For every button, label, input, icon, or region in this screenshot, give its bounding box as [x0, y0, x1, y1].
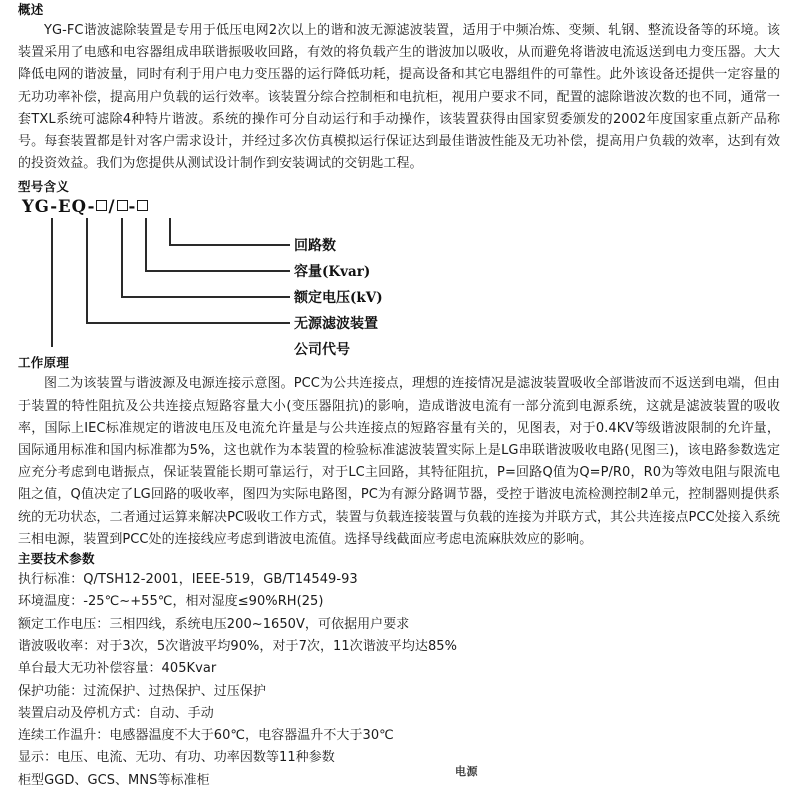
spec-item-temp-rise: 连续工作温升：电感器温度不大于60℃，电容器温升不大于30℃ [18, 728, 394, 744]
spec-item-display: 显示：电压、电流、无功、有功、功率因数等11种参数 [18, 750, 335, 766]
model-label-voltage-text: 额定电压 [294, 290, 350, 307]
spec-item-absorption-rate: 谐波吸收率：对于3次，5次谐波平均90%，对于7次，11次谐波平均达85% [18, 638, 457, 654]
model-code-diagram [18, 197, 578, 359]
spacer [0, 347, 791, 355]
paragraph-overview: YG-FC谐波滤除装置是专用于低压电网2次以上的谐和波无源滤波装置，适用于中频冶炼、变频、轧钢、整流设备等的环境。该装置采用了电感和电容器组成串联谐振吸收回路，有效的将负载产生的谐波加以吸收，从而避免将谐波电流返送到电力变压器。大大降低电网的谐波量，同时有利于用户电力变压器的运行降低功耗，提高设备和其它电器组件的可靠性。此外该设备还提供一定容量的无功功率补偿，提高用户负载的运行效率。该装置分综合控制柜和电抗柜，视用户要求不同，配置的滤除谐波次数的也不同，通常一套TXL系统可滤除4种特片谐波。系统的操作可分自动运行和手动操作，该装置获得由国家贸委颁发的2002年度国家重点新产品称号。每套装置都是针对客户需求设计，并经过多次仿真模拟运行保证达到最佳谐波性能及无功补偿，提高用户负载的效率，达到有效的投资效益。我们为您提供从测试设计制作到安装调试的交钥匙工程。 [18, 23, 780, 172]
model-code-slash: / [108, 197, 116, 217]
model-code-yg: YG [22, 197, 51, 217]
section-model-meaning [0, 179, 791, 359]
model-label-passive-filter: 无源滤波装置 [294, 316, 378, 333]
leader-line-circuits [170, 218, 290, 245]
model-label-capacity-text: 容量 [294, 264, 322, 281]
model-label-company-code: 公司代号 [294, 342, 350, 359]
spec-item-standard: 执行标准：Q/TSH12-2001，IEEE-519，GB/T14549-93 [18, 572, 358, 588]
model-label-voltage-unit: (kV) [350, 290, 383, 307]
figure-label-power-source: 电源 [455, 765, 478, 778]
spec-item-cabinet-type: 柜型GGD、GCS、MNS等标准柜 [18, 772, 210, 788]
model-code-eq: EQ [58, 197, 88, 217]
leader-line-voltage [122, 218, 290, 297]
section-overview [0, 0, 791, 175]
model-code-dash-2: - [87, 197, 96, 217]
spec-item-protection: 保护功能：过流保护、过热保护、过压保护 [18, 683, 266, 699]
spec-item-max-capacity: 单台最大无功补偿容量：405Kvar [18, 661, 217, 677]
spec-item-startup-mode: 装置启动及停机方式：自动、手动 [18, 705, 214, 721]
model-label-voltage [294, 290, 383, 306]
heading-main-specs: 主要技术参数 [18, 551, 95, 567]
section-working-principle [0, 355, 791, 551]
spec-item-rated-voltage: 额定工作电压：三相四线，系统电压200~1650V，可依据用户要求 [18, 616, 410, 632]
model-code-dash-3: - [128, 197, 137, 217]
model-label-capacity [294, 264, 370, 280]
paragraph-working-principle: 图二为该装置与谐波源及电源连接示意图。PCC为公共连接点，理想的连接情况是滤波装置吸收全部谐波而不返送到电端，但由于装置的特性阻抗及公共连接点短路容量大小(变压器阻抗)的影响，造成谐波电流有一部分流到电源系统，这就是滤波装置的吸收率，国际上IEC标准规定的谐波电压及电流允许量是与公共连接点的短路容量有关的，见图表，对于0.4KV等级谐波限制的允许量，国际通用标准和国内标准都为5%，这也就作为本装置的检验标准滤波装置实际上是LG串联谐波吸收电路(见图三)，该电路参数选定应充分考虑到电谐振点，保证装置能长期可靠运行，对于LC主回路，其特征阻抗，P=回路Q值为Q=P/R0，R0为等效电阻与限流电阻之值，Q值决定了LG回路的吸收率，图四为实际电路图，PC为有源分路调节器，受控于谐波电流检测控制2单元，控制器则提供系统的无功状态，二者通过运算来解决PC吸收工作方式，装置与负载连接装置与负载的连接为并联方式，其公共连接点PCC处接入系统三相电源，装置到PCC处的连接线应考虑到谐波电流值。选择导线截面应考虑电流麻肤效应的影响。 [18, 376, 780, 547]
section-main-specs [0, 551, 791, 792]
model-label-circuits: 回路数 [294, 238, 336, 255]
spec-list [18, 569, 791, 792]
model-label-capacity-unit: (Kvar) [322, 264, 371, 281]
spec-item-ambient-temp: 环境温度：-25℃~+55℃，相对湿度≤90%RH(25) [18, 594, 324, 610]
heading-overview: 概述 [18, 2, 44, 17]
heading-working-principle: 工作原理 [18, 355, 70, 371]
heading-model-meaning: 型号含义 [18, 179, 70, 195]
model-code-dash-1: - [50, 197, 59, 217]
model-label-column [294, 197, 574, 359]
